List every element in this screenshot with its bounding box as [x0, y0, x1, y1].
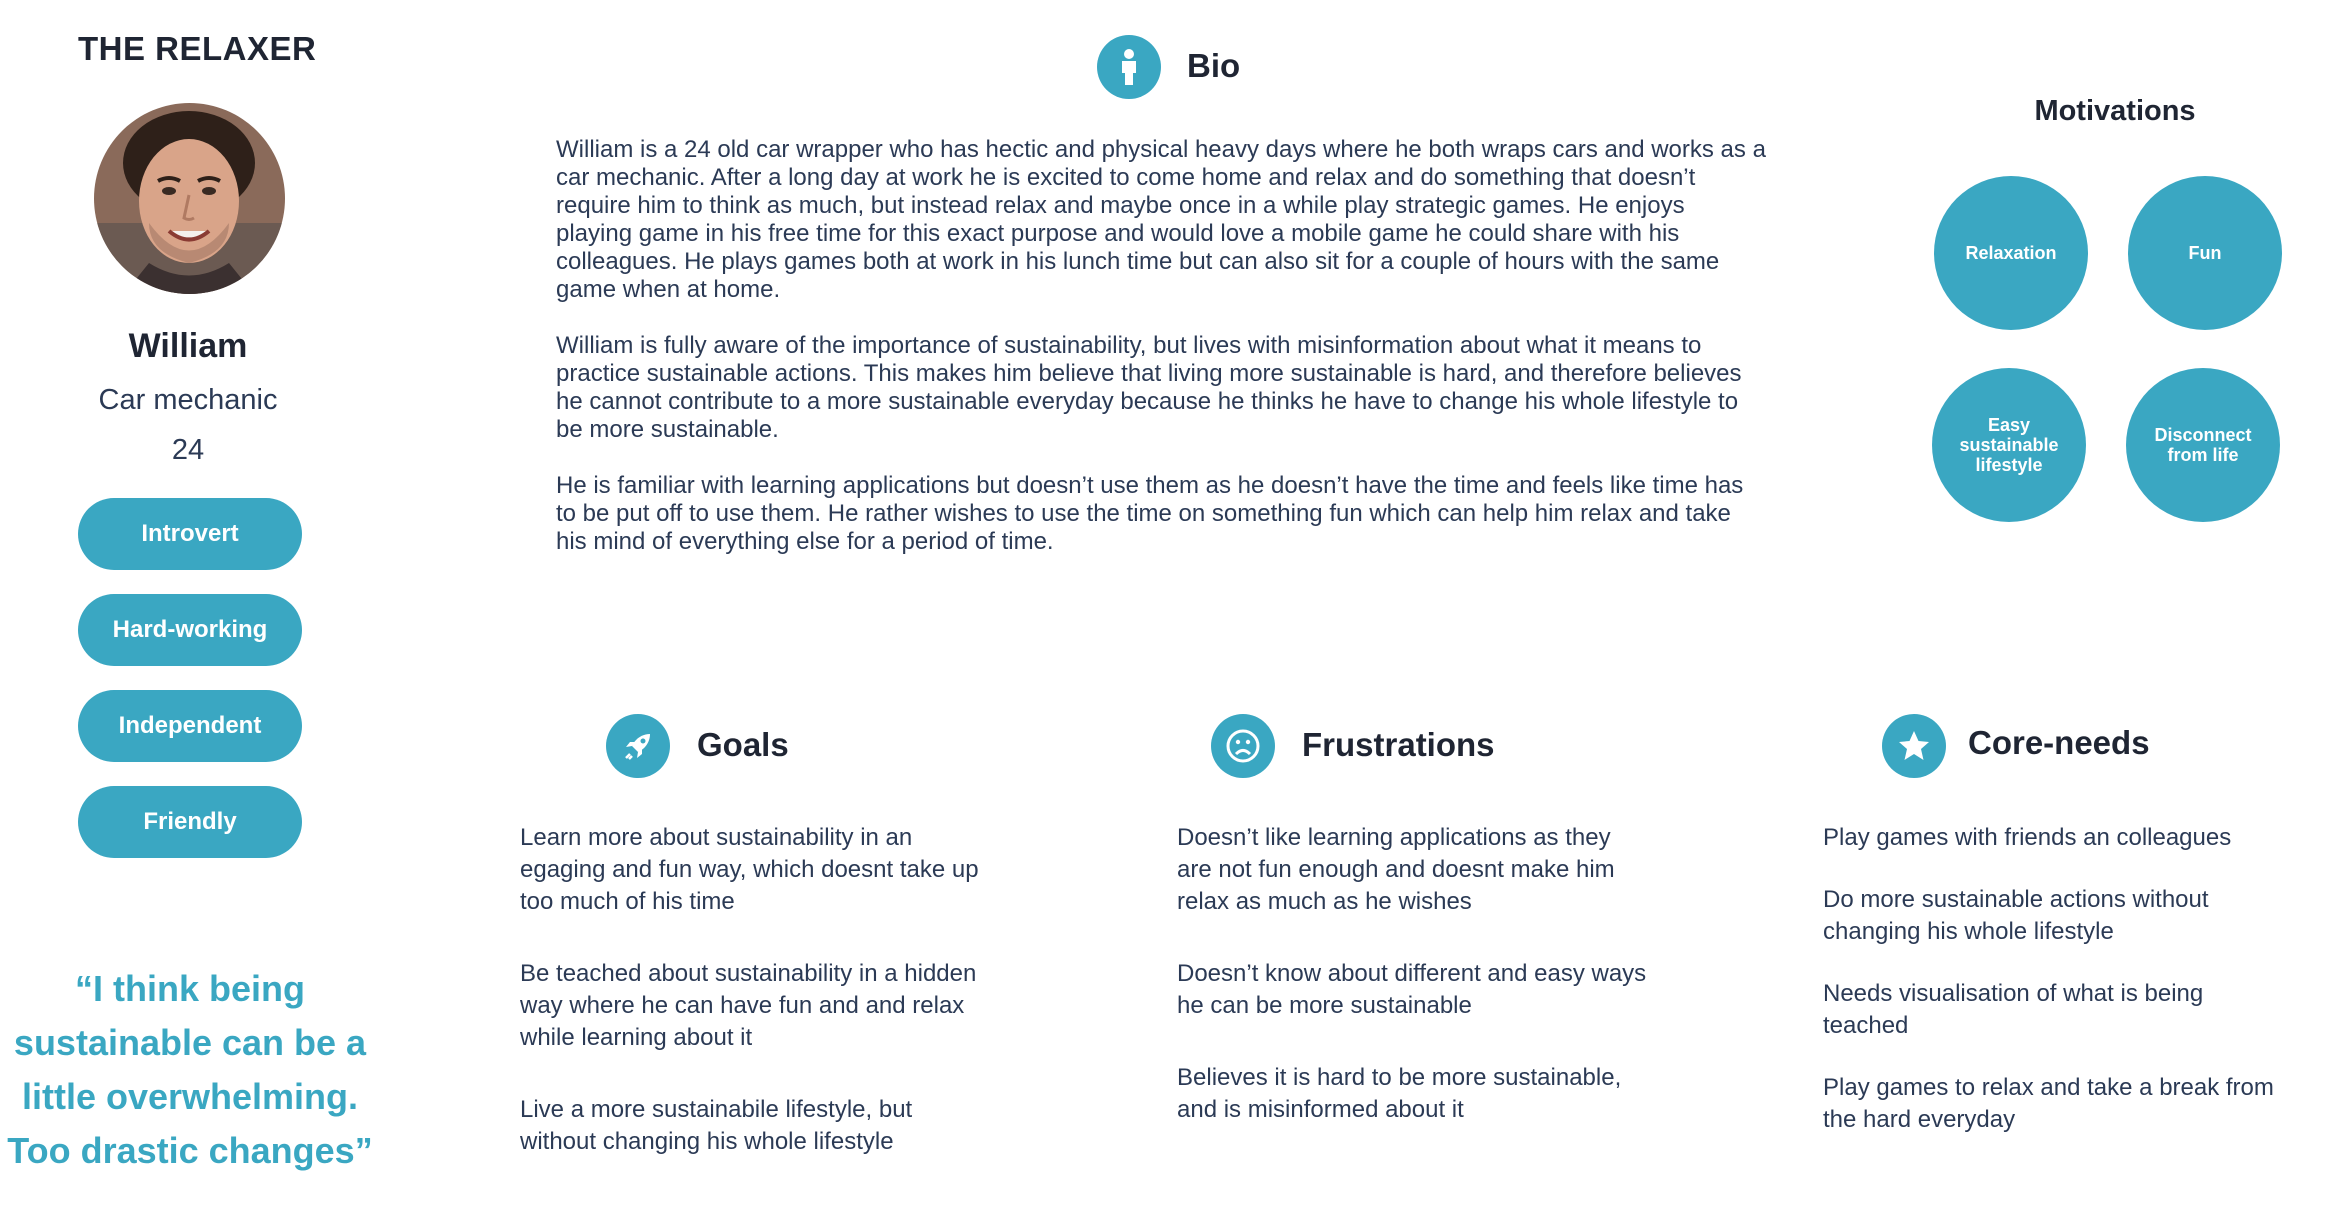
trait-badge-independent: Independent: [78, 690, 302, 762]
person-icon: [1097, 35, 1161, 99]
motivation-fun: Fun: [2128, 176, 2282, 330]
core-needs-title: Core-needs: [1968, 724, 2150, 761]
trait-badge-hard-working: Hard-working: [78, 594, 302, 666]
sad-face-icon: [1211, 714, 1275, 778]
core-need-item: Do more sustainable actions without changing his whole lifestyle: [1823, 886, 2209, 945]
persona-quote: “I think being sustainable can be a little overwhelming. Too drastic changes”: [7, 968, 373, 1171]
bio-paragraph: William is a 24 old car wrapper who has hectic and physical heavy days where he both wraps cars and works as a car mechanic. After a long day at work he is excited to come home and relax and do something that doesn’t require him to think as much, but instead relax and maybe once in a while play strategic games. He enjoys playing game in his free time for this exact purpose and would love a mobile game he could share with his colleagues. He plays games both at work in his lunch time but can also sit for a couple of hours with the same game when at home.: [556, 136, 1766, 303]
persona-name: William: [128, 327, 248, 365]
core-need-item: Needs visualisation of what is being teached: [1823, 980, 2204, 1039]
bio-paragraph: William is fully aware of the importance of sustainability, but lives with misinformation about what it means to practice sustainable actions. This makes him believe that living more sustainable is hard, and therefore believes he cannot contribute to a more sustainable everyday because he thinks he have to change his whole lifestyle to be more sustainable.: [556, 332, 1742, 443]
motivations-title: Motivations: [2034, 95, 2196, 127]
frustrations-list: [1177, 822, 1647, 1126]
goal-item: Be teached about sustainability in a hidden way where he can have fun and and relax while learning about it: [520, 960, 977, 1051]
core-need-item: Play games with friends an colleagues: [1823, 824, 2232, 851]
frustration-item: Doesn’t know about different and easy ways he can be more sustainable: [1177, 960, 1647, 1019]
motivation-relaxation: Relaxation: [1934, 176, 2088, 330]
persona-type: THE RELAXER: [78, 30, 317, 67]
frustrations-title: Frustrations: [1302, 726, 1495, 763]
star-icon: [1882, 714, 1946, 778]
persona-age: 24: [171, 434, 205, 466]
avatar: [94, 103, 285, 294]
motivation-disconnect-from-life: Disconnect from life: [2126, 368, 2280, 522]
goals-list: [520, 822, 990, 1158]
bio-title: Bio: [1187, 47, 1241, 84]
frustration-item: Believes it is hard to be more sustainable, and is misinformed about it: [1177, 1064, 1622, 1123]
motivation-easy-sustainable-lifestyle: Easy sustainable lifestyle: [1932, 368, 2086, 522]
bio-text: [556, 136, 1766, 584]
persona-job: Car mechanic: [98, 384, 278, 416]
core-need-item: Play games to relax and take a break from the hard everyday: [1823, 1074, 2274, 1133]
bio-paragraph: He is familiar with learning applications but doesn’t use them as he doesn’t have the time and feels like time has to be put off to use them. He rather wishes to use the time on something fun which can help him relax and take his mind of everything else for a period of time.: [556, 472, 1744, 555]
frustration-item: Doesn’t like learning applications as they are not fun enough and doesnt make him relax as much as he wishes: [1177, 824, 1615, 915]
avatar-image: [94, 103, 285, 294]
trait-badge-introvert: Introvert: [78, 498, 302, 570]
goal-item: Live a more sustainabile lifestyle, but without changing his whole lifestyle: [520, 1096, 913, 1155]
core-needs-list: [1823, 822, 2293, 1136]
goal-item: Learn more about sustainability in an egaging and fun way, which doesnt take up too much of his time: [520, 824, 979, 915]
trait-badge-friendly: Friendly: [78, 786, 302, 858]
rocket-icon: [606, 714, 670, 778]
goals-title: Goals: [697, 726, 789, 763]
